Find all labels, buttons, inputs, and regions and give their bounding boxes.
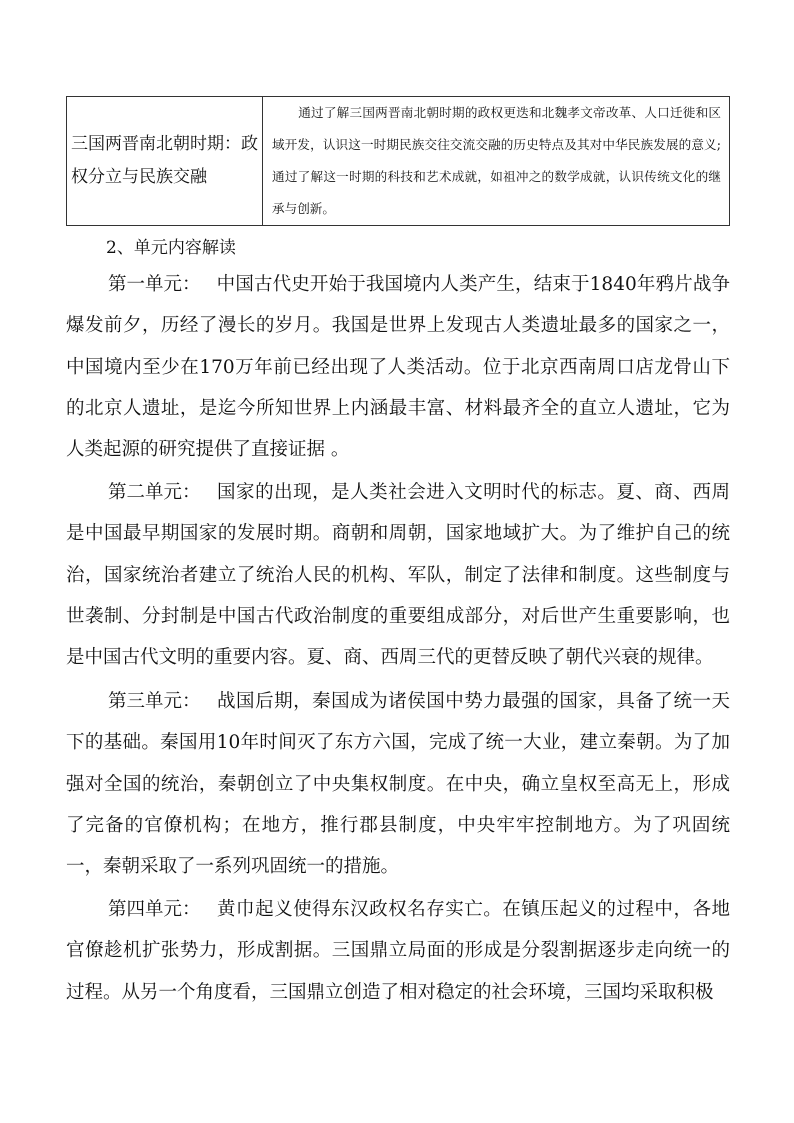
unit-label: 第四单元： xyxy=(108,899,201,920)
unit-text: 黄巾起义使得东汉政权名存实亡。在镇压起义的过程中，各地官僚趁机扩张势力，形成割据。三国鼎立局面的形成是分裂割据逐步走向统一的过程。从另一个角度看，三国鼎立创造了相对稳定的社会环境，三国均采取积极 xyxy=(66,899,730,1003)
requirement-cell xyxy=(263,97,730,226)
section-heading: 2、单元内容解读 xyxy=(106,238,236,258)
period-cell: 三国两晋南北朝时期：政权分立与民族交融 xyxy=(67,97,263,226)
curriculum-table xyxy=(66,96,730,226)
table-row xyxy=(67,97,730,226)
unit-paragraph-2 xyxy=(66,472,730,678)
unit-label: 第一单元： xyxy=(108,274,201,295)
requirement-text: 通过了解三国两晋南北朝时期的政权更迭和北魏孝文帝改革、人口迁徙和区域开发，认识这一时期民族交往交流交融的历史特点及其对中华民族发展的意义;通过了解这一时期的科技和艺术成就，如祖冲之的数学成就，认识传统文化的继承与创新。 xyxy=(272,105,721,216)
unit-label: 第二单元： xyxy=(108,482,201,503)
unit-label: 第三单元： xyxy=(108,691,201,712)
unit-paragraph-3 xyxy=(66,681,730,887)
unit-text: 国家的出现，是人类社会进入文明时代的标志。夏、商、西周是中国最早期国家的发展时期。商朝和周朝，国家地域扩大。为了维护自己的统治，国家统治者建立了统治人民的机构、军队，制定了法律和制度。这些制度与世袭制、分封制是中国古代政治制度的重要组成部分，对后世产生重要影响，也是中国古代文明的重要内容。夏、商、西周三代的更替反映了朝代兴衰的规律。 xyxy=(66,482,730,669)
unit-paragraph-1 xyxy=(66,264,730,470)
unit-text: 中国古代史开始于我国境内人类产生，结束于1840年鸦片战争爆发前夕，历经了漫长的岁月。我国是世界上发现古人类遗址最多的国家之一，中国境内至少在170万年前已经出现了人类活动。位于北京西南周口店龙骨山下的北京人遗址，是迄今所知世界上内涵最丰富、材料最齐全的直立人遗址，它为人类起源的研究提供了直接证据 。 xyxy=(66,274,730,461)
unit-paragraph-4 xyxy=(66,889,730,1013)
unit-text: 战国后期，秦国成为诸侯国中势力最强的国家，具备了统一天下的基础。秦国用10年时间灭了东方六国，完成了统一大业，建立秦朝。为了加强对全国的统治，秦朝创立了中央集权制度。在中央，确立皇权至高无上，形成了完备的官僚机构；在地方，推行郡县制度，中央牢牢控制地方。为了巩固统一，秦朝采取了一系列巩固统一的措施。 xyxy=(66,691,730,878)
curriculum-table-fragment xyxy=(66,96,730,226)
